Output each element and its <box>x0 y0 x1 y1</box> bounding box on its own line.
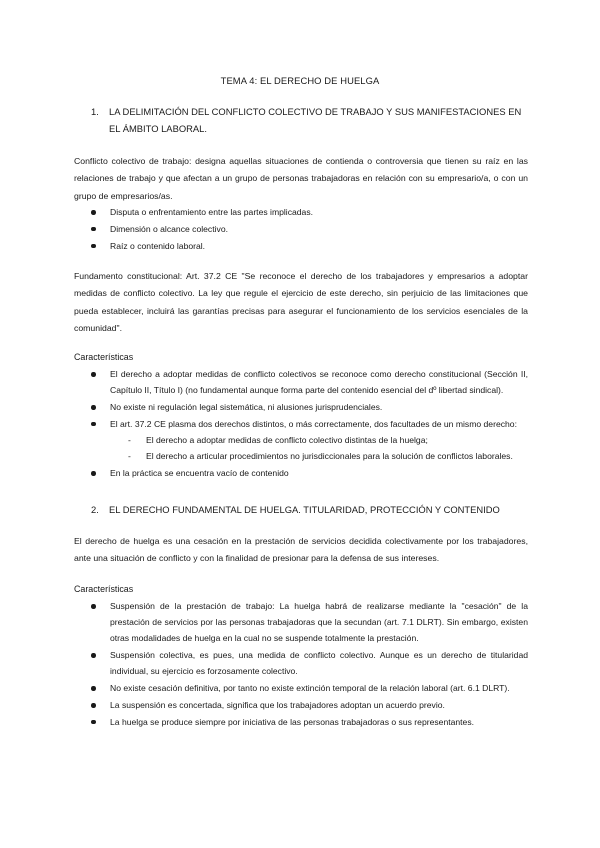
conflict-elements-list <box>74 204 528 254</box>
bullet-icon <box>91 653 96 658</box>
sub-list-item: - El derecho a articular procedimientos no jurisdiccionales para la solución de conflictos laborales. <box>110 448 528 464</box>
bullet-icon <box>91 604 96 609</box>
list-item: La huelga se produce siempre por iniciativa de las personas trabajadoras o sus representantes. <box>74 714 528 730</box>
characteristics-list <box>74 366 528 482</box>
section-title: EL DERECHO FUNDAMENTAL DE HUELGA. TITULARIDAD, PROTECCIÓN Y CONTENIDO <box>109 504 500 515</box>
list-item: Disputa o enfrentamiento entre las partes implicadas. <box>74 204 528 220</box>
constitutional-basis: Fundamento constitucional: Art. 37.2 CE "Se reconoce el derecho de los trabajadores y empresarios a adoptar medidas de conflicto colectivo. La ley que regule el ejercicio de este derecho, sin perjuicio de las limitaciones que pueda establecer, incluirá las garantías precisas para asegurar el funcionamiento de los servicios esenciales de la comunidad". <box>74 271 528 334</box>
list-item: Raíz o contenido laboral. <box>74 238 528 254</box>
section-title: LA DELIMITACIÓN DEL CONFLICTO COLECTIVO DE TRABAJO Y SUS MANIFESTACIONES EN EL ÁMBITO LABORAL. <box>109 106 522 134</box>
list-item: En la práctica se encuentra vacío de contenido <box>74 465 528 481</box>
sub-list-item: - El derecho a adoptar medidas de conflicto colectivo distintas de la huelga; <box>110 432 528 448</box>
bullet-icon <box>91 405 96 410</box>
strike-characteristics-list <box>74 598 528 731</box>
document-title: TEMA 4: EL DERECHO DE HUELGA <box>220 75 380 86</box>
section-number: 1. <box>91 106 99 117</box>
bullet-icon <box>91 422 96 427</box>
dash-icon: - <box>128 435 131 445</box>
bullet-icon <box>91 227 96 232</box>
sub-list <box>110 432 528 464</box>
section-number: 2. <box>91 504 99 515</box>
bullet-icon <box>91 720 96 725</box>
dash-icon: - <box>128 451 131 462</box>
list-item: El derecho a adoptar medidas de conflicto colectivos se reconoce como derecho constitucional (Sección II, Capítulo II, Título I) (no fundamental aunque forma parte del contenido esencial del dº libertad sindical). <box>74 366 528 398</box>
bullet-icon <box>91 703 96 708</box>
characteristics-label: Características <box>74 352 134 362</box>
bullet-icon <box>91 372 96 377</box>
list-item: No existe ni regulación legal sistemática, ni alusiones jurisprudenciales. <box>74 399 528 415</box>
bullet-icon <box>91 244 96 249</box>
bullet-icon <box>91 686 96 691</box>
bullet-icon <box>91 471 96 476</box>
list-item: No existe cesación definitiva, por tanto no existe extinción temporal de la relación laboral (art. 6.1 DLRT). <box>74 680 528 696</box>
list-item: Suspensión de la prestación de trabajo: La huelga habrá de realizarse mediante la "cesación" de la prestación de servicios por las personas trabajadoras que la secundan (art. 7.1 DLRT). Sin embargo, existen otras modalidades de huelga en la cual no se suspende totalmente la prestación. <box>74 598 528 647</box>
characteristics-label: Características <box>74 584 134 594</box>
list-item: El art. 37.2 CE plasma dos derechos distintos, o más correctamente, dos facultades de un mismo derecho: - El derecho a adoptar medidas de conflicto colectivo distintas de la huelga; - El derecho a articular procedimientos no jurisdiccionales para la solución de conflictos laborales. <box>74 416 528 465</box>
list-item: Dimensión o alcance colectivo. <box>74 221 528 237</box>
section-1-heading <box>91 103 531 137</box>
conflict-definition: Conflicto colectivo de trabajo: designa aquellas situaciones de contienda o controversia que tienen su raíz en las relaciones de trabajo y que afectan a un grupo de personas trabajadoras en relación con su empresario/a, o con un grupo de empresarios/as. <box>74 156 528 201</box>
section-2-heading <box>91 501 531 518</box>
strike-definition: El derecho de huelga es una cesación en la prestación de servicios decidida colectivamente por los trabajadores, ante una situación de conflicto y con la finalidad de presionar para la defensa de sus intereses. <box>74 536 528 564</box>
list-item: La suspensión es concertada, significa que los trabajadores adoptan un acuerdo previo. <box>74 697 528 713</box>
bullet-icon <box>91 210 96 215</box>
list-item: Suspensión colectiva, es pues, una medida de conflicto colectivo. Aunque es un derecho de titularidad individual, su ejercicio es forzosamente colectivo. <box>74 647 528 679</box>
